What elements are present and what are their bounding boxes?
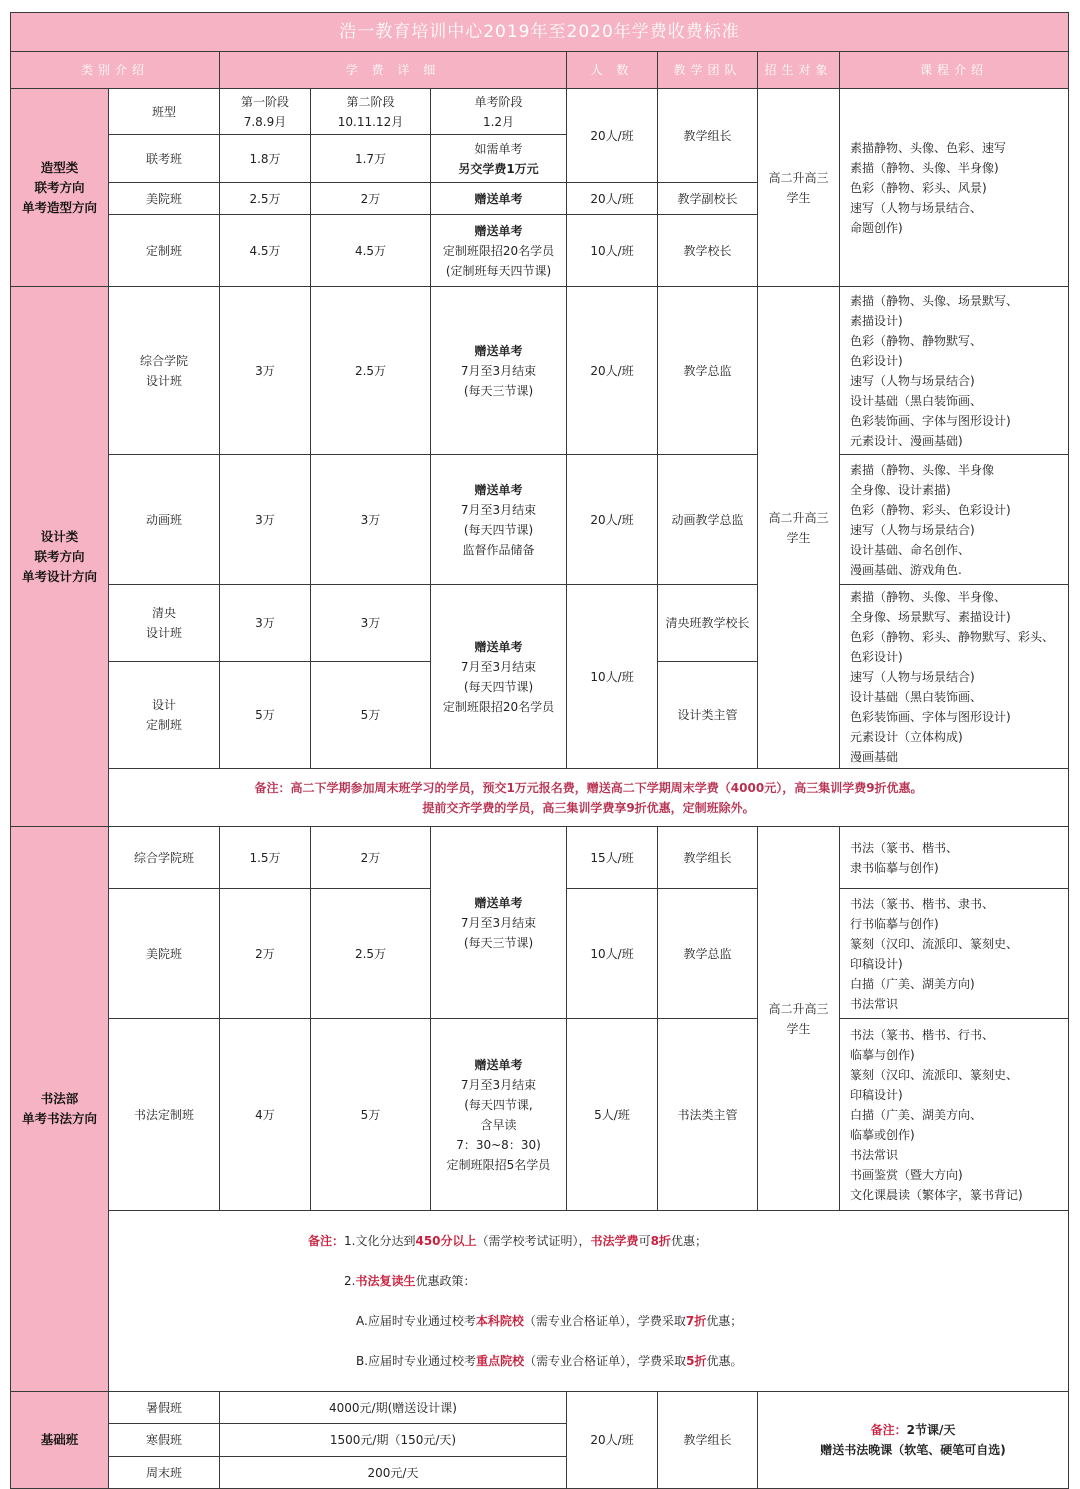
design-note bbox=[109, 769, 1069, 827]
single-stage-fee bbox=[431, 585, 567, 769]
note-highlight: 8折 bbox=[650, 1234, 671, 1248]
page-title: 浩一教育培训中心2019年至2020年学费收费标准 bbox=[11, 13, 1069, 52]
team-cell: 教学组长 bbox=[658, 1392, 758, 1489]
stage2-label: 第二阶段 10.11.12月 bbox=[311, 89, 431, 135]
class-name: 清央 设计班 bbox=[109, 585, 220, 662]
team-cell: 教学总监 bbox=[658, 287, 758, 455]
header-category: 类别介绍 bbox=[11, 52, 220, 89]
table-row bbox=[11, 1019, 1069, 1211]
category-cell-basic: 基础班 bbox=[11, 1392, 109, 1489]
basic-note-line1 bbox=[761, 1420, 1065, 1440]
single-stage-fee bbox=[431, 827, 567, 1019]
stage2-fee: 5万 bbox=[311, 662, 431, 769]
stage1-fee: 1.8万 bbox=[220, 135, 311, 183]
stage2-fee: 3万 bbox=[311, 585, 431, 662]
note-text: 1.文化分达到 bbox=[344, 1234, 416, 1248]
people-cell: 20人/班 bbox=[567, 183, 658, 215]
fee-table-container bbox=[10, 12, 1068, 1489]
team-cell: 动画教学总监 bbox=[658, 455, 758, 585]
single-stage-fee: 赠送单考 bbox=[431, 183, 567, 215]
note-text: 2. bbox=[344, 1274, 356, 1288]
design-note-line1: 备注：高二下学期参加周末班学习的学员，预交1万元报名费，赠送高二下学期周末学费（4000元），高三集训学费9折优惠。 bbox=[254, 780, 923, 795]
course-description: 书法（篆书、楷书、隶书、 行书临摹与创作) 篆刻（汉印、流派印、篆刻史、 印稿设计) 白描（广美、湖美方向) 书法常识 bbox=[840, 889, 1069, 1019]
single-note: 如需单考 bbox=[474, 141, 523, 156]
note-text: B.应届时专业通过校考 bbox=[356, 1354, 477, 1368]
note-label: 备注： bbox=[870, 1423, 907, 1437]
stage1-fee: 3万 bbox=[220, 287, 311, 455]
single-extra-fee: 另交学费1万元 bbox=[458, 161, 539, 176]
class-name: 综合学院班 bbox=[109, 827, 220, 889]
note-text: 2节课/天 bbox=[906, 1423, 956, 1437]
note-text: 优惠； bbox=[670, 1234, 707, 1248]
class-name: 设计 定制班 bbox=[109, 662, 220, 769]
category-cell-design: 设计类 联考方向 单考设计方向 bbox=[11, 287, 109, 827]
note-line4 bbox=[112, 1351, 1065, 1371]
category-cell-modeling: 造型类 联考方向 单考造型方向 bbox=[11, 89, 109, 287]
class-name: 美院班 bbox=[109, 889, 220, 1019]
note-label: 备注： bbox=[308, 1234, 345, 1248]
stage1-fee: 3万 bbox=[220, 455, 311, 585]
class-name: 周末班 bbox=[109, 1457, 220, 1489]
team-cell: 书法类主管 bbox=[658, 1019, 758, 1211]
stage1-fee: 2万 bbox=[220, 889, 311, 1019]
single-stage-fee bbox=[431, 287, 567, 455]
note-highlight: 书法复读生 bbox=[355, 1274, 416, 1288]
fee-cell: 4000元/期(赠送设计课) bbox=[220, 1392, 567, 1424]
team-cell: 教学校长 bbox=[658, 215, 758, 287]
note-highlight: 重点院校 bbox=[476, 1354, 525, 1368]
note-text: （需专业合格证单），学费采取 bbox=[523, 1314, 686, 1328]
note-text: 优惠； bbox=[706, 1314, 743, 1328]
single-gift: 赠送单考 bbox=[474, 895, 523, 910]
people-cell: 15人/班 bbox=[567, 827, 658, 889]
single-detail: 7月至3月结束 (每天四节课) 监督作品储备 bbox=[460, 502, 537, 557]
class-type-label: 班型 bbox=[109, 89, 220, 135]
class-name: 书法定制班 bbox=[109, 1019, 220, 1211]
class-name: 寒假班 bbox=[109, 1424, 220, 1457]
single-stage-fee bbox=[431, 455, 567, 585]
header-people: 人 数 bbox=[567, 52, 658, 89]
target-cell: 高二升高三 学生 bbox=[758, 827, 840, 1211]
table-row bbox=[11, 1211, 1069, 1392]
course-description: 素描（静物、头像、半身像 全身像、设计素描) 色彩（静物、彩头、色彩设计) 速写（人物与场景结合) 设计基础、命名创作、 漫画基础、游戏角色. bbox=[840, 455, 1069, 585]
table-row bbox=[11, 769, 1069, 827]
single-gift: 赠送单考 bbox=[474, 639, 523, 654]
people-cell: 20人/班 bbox=[567, 287, 658, 455]
single-stage-label: 单考阶段 1.2月 bbox=[431, 89, 567, 135]
stage1-label: 第一阶段 7.8.9月 bbox=[220, 89, 311, 135]
note-highlight: 7折 bbox=[685, 1314, 707, 1328]
stage1-fee: 4.5万 bbox=[220, 215, 311, 287]
single-gift: 赠送单考 bbox=[474, 343, 523, 358]
note-line3 bbox=[112, 1311, 1065, 1331]
class-name: 定制班 bbox=[109, 215, 220, 287]
stage2-fee: 2.5万 bbox=[311, 287, 431, 455]
design-note-line2: 提前交齐学费的学员，高三集训学费享9折优惠，定制班除外。 bbox=[422, 800, 755, 815]
single-detail: 7月至3月结束 (每天三节课) bbox=[460, 363, 537, 398]
note-text: 优惠。 bbox=[706, 1354, 743, 1368]
note-highlight: 450分以上 bbox=[415, 1234, 477, 1248]
stage2-fee: 2万 bbox=[311, 827, 431, 889]
table-row bbox=[11, 1392, 1069, 1424]
class-name: 暑假班 bbox=[109, 1392, 220, 1424]
table-row bbox=[11, 89, 1069, 135]
basic-note-line2: 赠送书法晚课（软笔、硬笔可自选) bbox=[820, 1443, 1006, 1457]
stage2-fee: 3万 bbox=[311, 455, 431, 585]
fee-cell: 1500元/期（150元/天) bbox=[220, 1424, 567, 1457]
class-name: 综合学院 设计班 bbox=[109, 287, 220, 455]
table-row bbox=[11, 287, 1069, 455]
table-row bbox=[11, 827, 1069, 889]
team-cell: 教学组长 bbox=[658, 827, 758, 889]
single-stage-fee bbox=[431, 215, 567, 287]
note-text: 可 bbox=[638, 1234, 651, 1248]
stage1-fee: 1.5万 bbox=[220, 827, 311, 889]
team-cell: 设计类主管 bbox=[658, 662, 758, 769]
people-cell: 20人/班 bbox=[567, 455, 658, 585]
note-highlight: 本科院校 bbox=[475, 1314, 524, 1328]
stage1-fee: 5万 bbox=[220, 662, 311, 769]
class-name: 美院班 bbox=[109, 183, 220, 215]
people-cell: 20人/班 bbox=[567, 89, 658, 183]
note-line2 bbox=[112, 1271, 1065, 1291]
single-detail: 7月至3月结束 (每天三节课) bbox=[460, 915, 537, 950]
note-text: 优惠政策： bbox=[415, 1274, 476, 1288]
single-detail: 7月至3月结束 (每天四节课, 含早读 7：30~8：30) 定制班限招5名学员 bbox=[446, 1077, 551, 1172]
stage2-fee: 5万 bbox=[311, 1019, 431, 1211]
course-description: 书法（篆书、楷书、 隶书临摹与创作) bbox=[840, 827, 1069, 889]
people-cell: 5人/班 bbox=[567, 1019, 658, 1211]
class-name: 动画班 bbox=[109, 455, 220, 585]
note-text: A.应届时专业通过校考 bbox=[356, 1314, 476, 1328]
header-tuition: 学 费 详 细 bbox=[220, 52, 567, 89]
people-cell: 10人/班 bbox=[567, 889, 658, 1019]
single-gift: 赠送单考 bbox=[474, 1057, 523, 1072]
stage2-fee: 1.7万 bbox=[311, 135, 431, 183]
single-gift: 赠送单考 bbox=[474, 482, 523, 497]
calligraphy-note bbox=[109, 1211, 1069, 1392]
course-description: 素描（静物、头像、场景默写、 素描设计) 色彩（静物、静物默写、 色彩设计) 速写（人物与场景结合) 设计基础（黑白装饰画、 色彩装饰画、字体与图形设计) 元素设计、漫画基础) bbox=[840, 287, 1069, 455]
target-cell: 高二升高三 学生 bbox=[758, 287, 840, 769]
header-row bbox=[11, 52, 1069, 89]
course-description: 素描静物、头像、色彩、速写 素描（静物、头像、半身像) 色彩（静物、彩头、风景) 速写（人物与场景结合、 命题创作) bbox=[840, 89, 1069, 287]
course-description: 书法（篆书、楷书、行书、 临摹与创作) 篆刻（汉印、流派印、篆刻史、 印稿设计) 白描（广美、湖美方向、 临摹或创作) 书法常识 书画鉴赏（暨大方向) 文化课晨读（繁体字，篆书背记) bbox=[840, 1019, 1069, 1211]
header-team: 教学团队 bbox=[658, 52, 758, 89]
people-cell: 20人/班 bbox=[567, 1392, 658, 1489]
team-cell: 教学总监 bbox=[658, 889, 758, 1019]
table-row bbox=[11, 455, 1069, 585]
note-text: （需学校考试证明）， bbox=[476, 1234, 591, 1248]
stage2-fee: 2万 bbox=[311, 183, 431, 215]
team-cell: 清央班教学校长 bbox=[658, 585, 758, 662]
team-cell: 教学副校长 bbox=[658, 183, 758, 215]
single-detail: 7月至3月结束 (每天四节课) 定制班限招20名学员 bbox=[442, 659, 555, 714]
stage2-fee: 4.5万 bbox=[311, 215, 431, 287]
note-text: （需专业合格证单），学费采取 bbox=[524, 1354, 687, 1368]
category-cell-calligraphy: 书法部 单考书法方向 bbox=[11, 827, 109, 1392]
class-name: 联考班 bbox=[109, 135, 220, 183]
note-highlight: 5折 bbox=[686, 1354, 707, 1368]
fee-cell: 200元/天 bbox=[220, 1457, 567, 1489]
basic-note bbox=[758, 1392, 1069, 1489]
note-highlight: 书法学费 bbox=[590, 1234, 639, 1248]
single-stage-fee bbox=[431, 1019, 567, 1211]
fee-table bbox=[10, 12, 1069, 1489]
single-gift: 赠送单考 bbox=[474, 223, 523, 238]
team-cell: 教学组长 bbox=[658, 89, 758, 183]
stage1-fee: 4万 bbox=[220, 1019, 311, 1211]
header-target: 招生对象 bbox=[758, 52, 840, 89]
course-description: 素描（静物、头像、半身像、 全身像、场景默写、素描设计) 色彩（静物、彩头、静物默写、彩头、 色彩设计) 速写（人物与场景结合) 设计基础（黑白装饰画、 色彩装饰画、字体与图形设计) 元素设计（立体构成) 漫画基础 bbox=[840, 585, 1069, 769]
header-course: 课程介绍 bbox=[840, 52, 1069, 89]
stage2-fee: 2.5万 bbox=[311, 889, 431, 1019]
single-stage-fee bbox=[431, 135, 567, 183]
table-row bbox=[11, 585, 1069, 662]
single-detail: 定制班限招20名学员 (定制班每天四节课) bbox=[442, 243, 555, 278]
people-cell: 10人/班 bbox=[567, 215, 658, 287]
people-cell: 10人/班 bbox=[567, 585, 658, 769]
target-cell: 高二升高三 学生 bbox=[758, 89, 840, 287]
stage1-fee: 2.5万 bbox=[220, 183, 311, 215]
note-line1 bbox=[112, 1231, 1065, 1251]
stage1-fee: 3万 bbox=[220, 585, 311, 662]
